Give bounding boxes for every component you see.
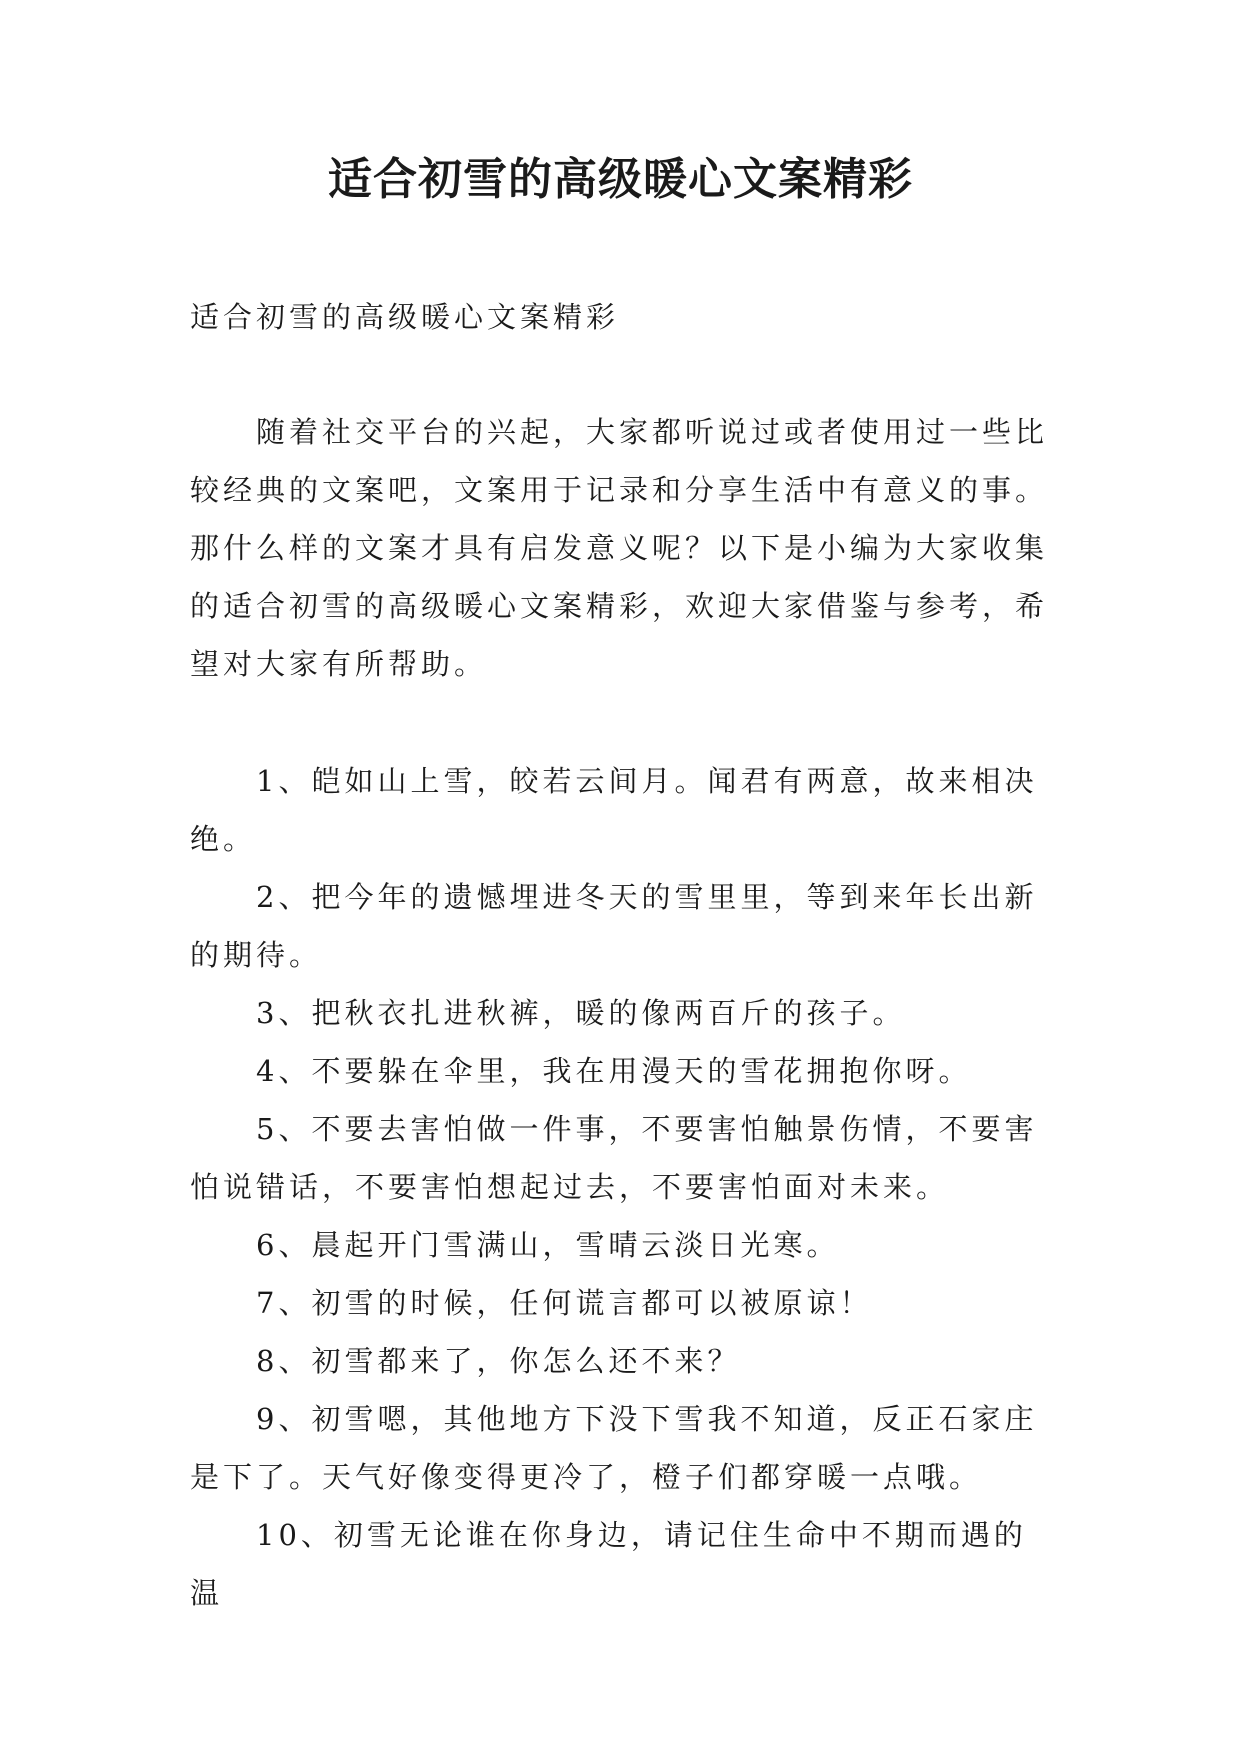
list-item: 6、晨起开门雪满山，雪晴云淡日光寒。 [256, 1228, 840, 1262]
list-item: 8、初雪都来了，你怎么还不来？ [256, 1344, 741, 1378]
document-title: 适合初雪的高级暖心文案精彩 [328, 154, 913, 205]
list-item: 10、初雪无论谁在你身边，请记住生命中不期而遇的温 [190, 1518, 1027, 1610]
list-item: 9、初雪嗯，其他地方下没下雪我不知道，反正石家庄是下了。天气好像变得更冷了，橙子们都穿暖一点哦。 [190, 1402, 1038, 1494]
list-item: 7、初雪的时候，任何谎言都可以被原谅！ [256, 1286, 873, 1320]
list-item: 5、不要去害怕做一件事，不要害怕触景伤情，不要害怕说错话，不要害怕想起过去，不要害怕面对未来。 [190, 1112, 1038, 1204]
document-subtitle: 适合初雪的高级暖心文案精彩 [190, 300, 620, 334]
list-item: 2、把今年的遗憾埋进冬天的雪里里，等到来年长出新的期待。 [190, 880, 1038, 972]
quote-list [190, 752, 1050, 1622]
list-item: 4、不要躲在伞里，我在用漫天的雪花拥抱你呀。 [256, 1054, 972, 1088]
list-item: 3、把秋衣扎进秋裤，暖的像两百斤的孩子。 [256, 996, 906, 1030]
intro-paragraph: 随着社交平台的兴起，大家都听说过或者使用过一些比较经典的文案吧，文案用于记录和分享生活中有意义的事。那什么样的文案才具有启发意义呢？以下是小编为大家收集的适合初雪的高级暖心文案精彩，欢迎大家借鉴与参考，希望对大家有所帮助。 [190, 415, 1049, 681]
list-item: 1、皑如山上雪，皎若云间月。闻君有两意，故来相决绝。 [190, 764, 1038, 856]
